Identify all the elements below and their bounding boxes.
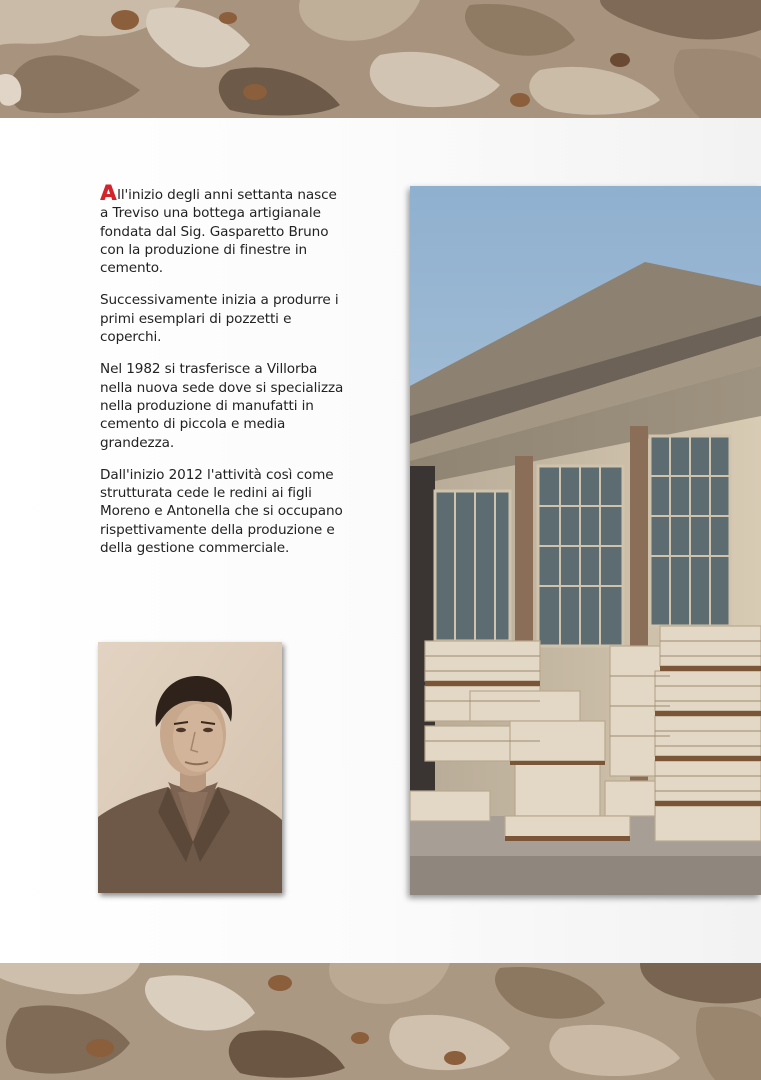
camouflage-band-bottom xyxy=(0,963,761,1080)
camouflage-band-top xyxy=(0,0,761,118)
factory-photo xyxy=(410,186,761,895)
paragraph-villorba: Nel 1982 si trasferisce a Villorba nella nuova sede dove si specializza nella produzione di manufatti in cemento di piccola e media grandezza. xyxy=(100,361,344,451)
paragraph-products: Successivamente inizia a produrre i primi esemplari di pozzetti e coperchi. xyxy=(100,292,339,346)
dropcap-letter: A xyxy=(100,181,117,205)
history-text xyxy=(100,181,345,571)
founder-portrait-photo xyxy=(98,642,282,893)
intro-text: ll'inizio degli anni settanta nasce a Treviso una bottega artigianale fondata dal Sig. Gasparetto Bruno con la produzione di finestre in cemento. xyxy=(100,187,337,277)
paragraph-succession: Dall'inizio 2012 l'attività così come strutturata cede le redini ai figli Moreno e Antonella che si occupano rispettivamente della produzione e della gestione commerciale. xyxy=(100,466,343,557)
intro-paragraph xyxy=(100,181,345,277)
